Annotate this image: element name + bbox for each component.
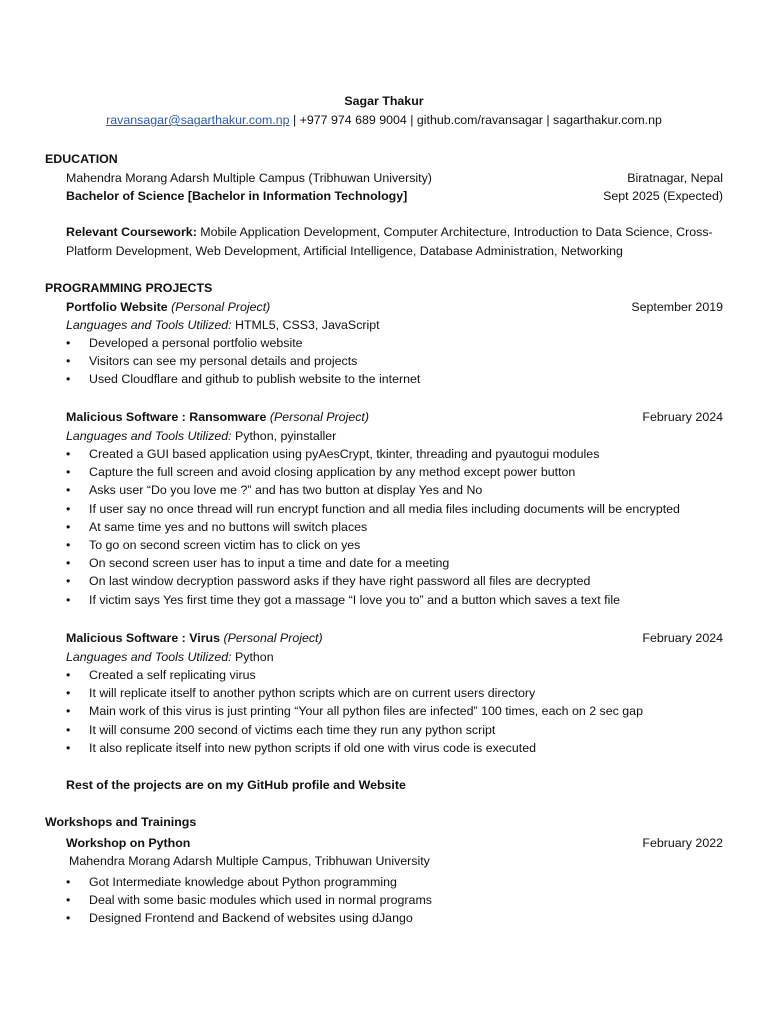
- tools-list: HTML5, CSS3, JavaScript: [231, 318, 380, 332]
- separator: |: [289, 113, 300, 127]
- list-item: • Used Cloudflare and github to publish website to the internet: [66, 370, 420, 388]
- workshop-date: February 2022: [642, 836, 723, 850]
- list-item: • At same time yes and no buttons will switch places: [66, 518, 680, 536]
- list-item: • If user say no once thread will run encrypt function and all media files including documents will be encrypted: [66, 500, 680, 518]
- education-location: Biratnagar, Nepal: [627, 171, 723, 185]
- project-title-line: [66, 408, 369, 426]
- list-item: • It will replicate itself to another python scripts which are on current users directory: [66, 684, 643, 702]
- projects-note: Rest of the projects are on my GitHub profile and Website: [66, 778, 406, 792]
- project-date: September 2019: [631, 300, 723, 314]
- list-item: • Designed Frontend and Backend of websites using dJango: [66, 909, 432, 927]
- project-bullet-list: [66, 445, 680, 609]
- workshop-bullet-list: [66, 873, 432, 928]
- project-title: Malicious Software : Virus: [66, 631, 221, 645]
- email-link[interactable]: ravansagar@sagarthakur.com.np: [106, 113, 290, 127]
- project-tools: [66, 316, 380, 334]
- project-type: (Personal Project): [220, 631, 323, 645]
- project-tools: [66, 648, 274, 666]
- relevant-coursework: [66, 223, 726, 261]
- education-date: Sept 2025 (Expected): [603, 189, 723, 203]
- phone-number: +977 974 689 9004: [299, 113, 407, 127]
- list-item: • On last window decryption password asks if they have right password all files are decrypted: [66, 572, 680, 590]
- separator: |: [406, 113, 417, 127]
- github-url: github.com/ravansagar: [416, 113, 543, 127]
- project-bullet-list: [66, 666, 643, 757]
- tools-list: Python, pyinstaller: [231, 429, 337, 443]
- education-institution: Mahendra Morang Adarsh Multiple Campus (Tribhuwan University): [66, 171, 432, 185]
- tools-label: Languages and Tools Utilized:: [66, 429, 232, 443]
- list-item: • On second screen user has to input a time and date for a meeting: [66, 554, 680, 572]
- list-item: • Got Intermediate knowledge about Python programming: [66, 873, 432, 891]
- list-item: • It also replicate itself into new python scripts if old one with virus code is executed: [66, 739, 643, 757]
- list-item: • Developed a personal portfolio website: [66, 334, 420, 352]
- contact-line: [0, 111, 768, 129]
- candidate-name: Sagar Thakur: [344, 94, 424, 108]
- list-item: • Created a self replicating virus: [66, 666, 643, 684]
- list-item: • Asks user “Do you love me ?” and has two button at display Yes and No: [66, 481, 680, 499]
- education-degree: Bachelor of Science [Bachelor in Information Technology]: [66, 189, 408, 203]
- project-title: Malicious Software : Ransomware: [66, 410, 267, 424]
- list-item: • To go on second screen victim has to click on yes: [66, 536, 680, 554]
- coursework-list: Mobile Application Development, Computer Architecture, Introduction to Data Science, Cross-Platform Development, Web Development, Artificial Intelligence, Database Administration, Networking: [66, 225, 713, 258]
- workshop-institution: Mahendra Morang Adarsh Multiple Campus, Tribhuwan University: [69, 854, 430, 868]
- list-item: • Visitors can see my personal details and projects: [66, 352, 420, 370]
- list-item: • If victim says Yes first time they got a massage “I love you to” and a button which saves a text file: [66, 591, 680, 609]
- list-item: • It will consume 200 second of victims each time they run any python script: [66, 721, 643, 739]
- workshops-heading: Workshops and Trainings: [45, 815, 197, 829]
- project-tools: [66, 427, 336, 445]
- website-url: sagarthakur.com.np: [553, 113, 662, 127]
- project-date: February 2024: [642, 410, 723, 424]
- list-item: • Deal with some basic modules which used in normal programs: [66, 891, 432, 909]
- education-heading: EDUCATION: [45, 152, 118, 166]
- project-title-line: [66, 629, 323, 647]
- list-item: • Main work of this virus is just printing “Your all python files are infected” 100 times, each on 2 sec gap: [66, 702, 643, 720]
- workshop-title: Workshop on Python: [66, 836, 191, 850]
- project-bullet-list: [66, 334, 420, 389]
- projects-heading: PROGRAMMING PROJECTS: [45, 281, 213, 295]
- tools-label: Languages and Tools Utilized:: [66, 318, 232, 332]
- separator: |: [542, 113, 554, 127]
- list-item: • Created a GUI based application using pyAesCrypt, tkinter, threading and pyautogui modules: [66, 445, 680, 463]
- project-title: Portfolio Website: [66, 300, 168, 314]
- project-type: (Personal Project): [266, 410, 369, 424]
- coursework-label: Relevant Coursework:: [66, 225, 197, 239]
- project-type: (Personal Project): [167, 300, 271, 314]
- tools-list: Python: [231, 650, 274, 664]
- project-title-line: [66, 298, 270, 316]
- tools-label: Languages and Tools Utilized:: [66, 650, 232, 664]
- list-item: • Capture the full screen and avoid closing application by any method except power button: [66, 463, 680, 481]
- project-date: February 2024: [642, 631, 723, 645]
